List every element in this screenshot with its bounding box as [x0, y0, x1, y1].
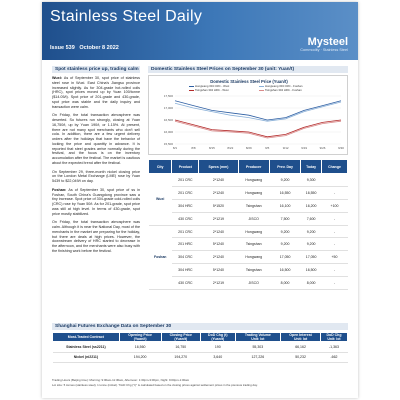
price-row	[149, 199, 348, 212]
price-cell: 304 CRC	[172, 251, 199, 264]
series-line	[175, 101, 341, 120]
paragraph-text: As of September 30, spot price of stainless steel rose in Wuxi. East China's Jiangsu province increased slightly. As for 304-grade hot-rolled coils (HRC), spot prices moved up by Yuan 100/tonne ($14.05/t). Spot price of 201-grade and 430-grade, spot price was stable and the daily inquiry and transaction were calm.	[52, 76, 140, 109]
futures-col-header	[53, 333, 120, 342]
price-cell: JISCO	[238, 212, 269, 225]
futures-cell: 3,640	[201, 352, 236, 363]
article-paragraph	[52, 170, 140, 184]
futures-col-title: DoD Chg	[326, 333, 342, 337]
x-tick-label: 9/30	[338, 146, 344, 150]
price-row	[149, 174, 348, 187]
article-paragraph	[52, 220, 140, 253]
price-cell: 9,300	[301, 174, 322, 187]
futures-col-title: Closing Price	[169, 333, 192, 337]
price-cell: -	[321, 212, 347, 225]
price-row	[149, 238, 348, 251]
futures-col-unit: Unit: lot	[327, 337, 341, 341]
price-cell	[321, 174, 347, 187]
price-cell: 8,000	[269, 277, 300, 290]
price-chart	[148, 75, 348, 155]
price-cell: 9,200	[301, 238, 322, 251]
futures-cell: 16,750	[161, 342, 200, 353]
price-cell: -	[321, 277, 347, 290]
futures-cell: 127,226	[235, 352, 281, 363]
article-paragraph	[52, 113, 140, 165]
price-cell: JISCO	[238, 277, 269, 290]
price-cell: 9,200	[269, 174, 300, 187]
footnote: Lot size: 5 tonnes (stainless steel), 1 tonne (nickel). "DoD Chg (Y)" is calculated based on the closing prices against settlement prices in the previous trading day.	[52, 383, 258, 388]
price-cell: Hongwang	[238, 174, 269, 187]
price-col-header: City	[149, 160, 172, 174]
price-col-header: Producer	[238, 160, 269, 174]
futures-cell: 16,560	[119, 342, 161, 353]
futures-col-title: Most-Traded Contract	[67, 335, 104, 339]
price-cell: 16,550	[301, 186, 322, 199]
futures-cell: 194,270	[161, 352, 200, 363]
x-tick-label: 8/8	[191, 146, 196, 150]
futures-col-header	[320, 333, 347, 342]
price-cell: 304 HRC	[172, 264, 199, 277]
futures-cell: 66,162	[281, 342, 321, 353]
price-cell: 5*1240	[199, 238, 238, 251]
article-paragraph	[52, 76, 140, 109]
futures-col-unit: Unit: lot	[251, 337, 265, 341]
city-cell: Wuxi	[149, 174, 172, 226]
header-banner	[42, 2, 358, 60]
price-cell: Hongwang	[238, 225, 269, 238]
futures-col-title: Open Interest	[289, 333, 312, 337]
issue-line	[50, 45, 119, 51]
price-col-header: Product	[172, 160, 199, 174]
futures-cell: -662	[320, 352, 347, 363]
footnotes	[52, 379, 348, 390]
x-tick-label: 8/15	[208, 146, 215, 150]
paragraph-text: As of September 30, spot price of ss in Foshan, South China's Guangdong province saw a tiny increase. Spot price of 304-grade cold-rolled coils (CRC) rose by Yuan 50/t. As for 201-grade, spot price was still at high level. In terms of 430-grade, spot price mostly stabilized.	[52, 187, 140, 216]
price-cell: -	[321, 186, 347, 199]
legend-label: Tsingshan 304 HRC - Wuxi	[195, 88, 229, 92]
price-cell: 2*1240	[199, 225, 238, 238]
price-cell: 16,550	[269, 186, 300, 199]
chart-title: Domestic Stainless Steel Price (Yuan/t)	[210, 79, 288, 84]
price-cell: +50	[321, 251, 347, 264]
futures-row	[53, 342, 348, 353]
price-col-header: Change	[321, 160, 347, 174]
futures-col-unit: Unit: lot	[293, 337, 308, 341]
futures-col-title: Trading Volume	[244, 333, 271, 337]
futures-cell: 194,200	[119, 352, 161, 363]
brand-logo: Mysteel	[307, 36, 348, 48]
contract-name: Stainless Steel (ss2211)	[53, 342, 120, 353]
price-cell: 201 CRC	[172, 174, 199, 187]
price-col-header: Prev. Day	[269, 160, 300, 174]
futures-col-unit: (Yuan/t)	[211, 337, 225, 341]
futures-cell: -1,363	[320, 342, 347, 353]
y-tick-label: 16,000	[163, 130, 173, 134]
price-cell: 304 HRC	[172, 199, 199, 212]
chart-section-heading: Domestic Stainless Steel Prices on September 30 (unit: Yuan/t)	[148, 66, 348, 73]
price-cell: 201 CRC	[172, 225, 199, 238]
price-cell: 7,600	[301, 212, 322, 225]
price-cell: 9,200	[269, 225, 300, 238]
city-cell: Foshan	[149, 225, 172, 289]
x-tick-label: 8/1	[172, 146, 178, 150]
price-cell: -	[321, 264, 347, 277]
paragraph-text: On Friday, the total transaction atmosphere was calm. Although it is near the National Day, most of the merchants in the market are preparing for the holiday, but there are deals at high prices. However, the downstream delivery of HRC started to decrease in the afternoon, and the merchants were also busy with the finishing work before the festival.	[52, 220, 140, 253]
brand-tagline: Commodity · Stainless Steel	[300, 48, 348, 52]
x-tick-label: 8/22	[227, 146, 234, 150]
price-cell: 2*1240	[199, 251, 238, 264]
futures-col-header	[281, 333, 321, 342]
x-tick-label: 9/19	[301, 146, 308, 150]
legend-label: Tsingshan 304 HRC - Foshan	[265, 88, 302, 92]
article-paragraph	[52, 188, 140, 217]
price-cell: +100	[321, 199, 347, 212]
legend-label: Hongwang 304 CRC - Foshan	[265, 84, 303, 88]
price-cell: 16,500	[301, 264, 322, 277]
futures-col-header	[201, 333, 236, 342]
price-cell: 2*1219	[199, 212, 238, 225]
x-tick-label: 9/26	[319, 146, 326, 150]
price-col-header: Today	[301, 160, 322, 174]
price-cell: Tsingshan	[238, 238, 269, 251]
price-row	[149, 277, 348, 290]
price-cell: Hongwang	[238, 251, 269, 264]
price-cell: 201 CRC	[172, 186, 199, 199]
futures-cell: 50,232	[281, 352, 321, 363]
price-cell: 430 CRC	[172, 277, 199, 290]
paragraph-lead: Foshan:	[52, 187, 69, 192]
legend-label: Hongwang 304 CRC - Wuxi	[195, 84, 230, 88]
price-col-header: Specs (mm)	[199, 160, 238, 174]
price-cell: -	[321, 225, 347, 238]
price-row	[149, 225, 348, 238]
article-body	[52, 76, 140, 258]
paragraph-text: On Friday, the total transaction atmosphere was deserted. So futures run strongly, closing at Yuan 16,750/t, up by Yuan 190/t, or 1.15%. At present, there are not many spot merchants who don't sell cola. In addition, there are a few urgent delivery orders after the holidays that have the behavior of locking the price and quantity in advance. It is reported that steel grades arrive normally during the festival, and the focus is on the inventory accumulation after the festival. The market is cautious about the expected trend after the festival.	[52, 113, 140, 165]
price-cell: -	[321, 238, 347, 251]
futures-col-unit: (Yuan/t)	[174, 337, 188, 341]
y-tick-label: 17,000	[163, 106, 173, 110]
price-cell: 17,050	[301, 251, 322, 264]
price-cell: 9,200	[301, 225, 322, 238]
futures-cell: 55,303	[235, 342, 281, 353]
price-cell: Hongwang	[238, 186, 269, 199]
y-tick-label: 15,500	[163, 142, 173, 146]
x-tick-label: 8/29	[245, 146, 252, 150]
futures-col-title: DoD Chg (t)	[208, 333, 228, 337]
x-tick-label: 9/5	[265, 146, 270, 150]
price-cell: 2*1240	[199, 186, 238, 199]
futures-heading: Shanghai Futures Exchange Data on September 30	[52, 323, 348, 330]
price-cell: 9,200	[269, 238, 300, 251]
paragraph-lead: Wuxi:	[52, 76, 64, 80]
price-cell: 2*1240	[199, 174, 238, 187]
price-cell: Tsingshan	[238, 199, 269, 212]
issue-date: October 8 2022	[79, 45, 119, 51]
y-tick-label: 17,500	[163, 94, 173, 98]
futures-col-unit: (Yuan/t)	[133, 337, 147, 341]
price-cell: 7,500	[269, 212, 300, 225]
issue-number: Issue 539	[50, 45, 75, 51]
price-cell: 16,100	[269, 199, 300, 212]
series-line	[175, 102, 341, 121]
price-cell: 430 CRC	[172, 212, 199, 225]
futures-col-header	[161, 333, 200, 342]
price-cell: 2*1219	[199, 277, 238, 290]
contract-name: Nickel (ni2211)	[53, 352, 120, 363]
price-cell: 16,500	[269, 264, 300, 277]
futures-col-title: Opening Price	[128, 333, 152, 337]
futures-col-header	[119, 333, 161, 342]
article-heading: Spot stainless price up, trading calm	[52, 66, 140, 73]
footnote: Trading Hours (Beijing time): Morning: 9:00am-11:30am, Afternoon: 1:30pm-3:00pm, Night: 9:00pm-1:00am	[52, 378, 190, 382]
price-cell: 16,200	[301, 199, 322, 212]
futures-cell: 190	[201, 342, 236, 353]
price-chart-svg	[149, 76, 349, 156]
price-cell: Tsingshan	[238, 264, 269, 277]
price-cell: 5*1520	[199, 199, 238, 212]
price-cell: 201 HRC	[172, 238, 199, 251]
price-cell: 17,050	[269, 251, 300, 264]
price-row	[149, 212, 348, 225]
price-cell: 5*1240	[199, 264, 238, 277]
report-page	[42, 2, 358, 398]
x-tick-label: 9/12	[282, 146, 289, 150]
series-line	[175, 120, 341, 137]
price-row	[149, 264, 348, 277]
price-cell: 8,000	[301, 277, 322, 290]
paragraph-text: On September 29, three-month nickel closing price on the London Metal Exchange (LME) rose by Yuan 5439 to $22,049/t on day.	[52, 169, 140, 183]
futures-col-header	[235, 333, 281, 342]
report-title: Stainless Steel Daily	[50, 8, 203, 25]
price-table	[148, 159, 348, 290]
futures-row	[53, 352, 348, 363]
futures-table	[52, 332, 348, 363]
price-row	[149, 251, 348, 264]
price-row	[149, 186, 348, 199]
y-tick-label: 16,500	[163, 118, 173, 122]
